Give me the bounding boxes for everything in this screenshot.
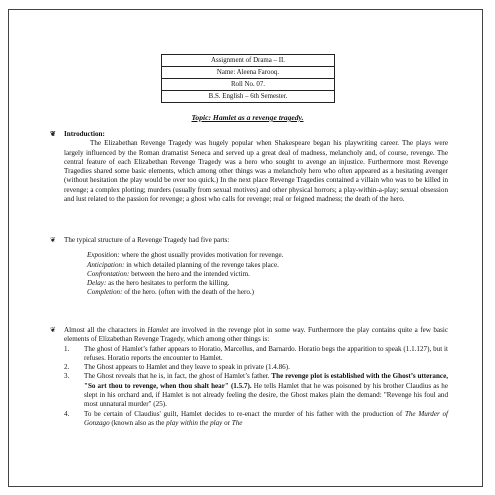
list-item: Completion: of the hero. (often with the death of the hero.): [87, 288, 255, 297]
hamlet-section: [50, 326, 448, 428]
intro-section: [50, 130, 448, 204]
list-item: Delay: as the hero hesitates to perform the killing.: [87, 279, 230, 288]
header-program: B.S. English – 6th Semester.: [162, 91, 335, 103]
structure-section: [50, 236, 448, 298]
header-assignment: Assignment of Drama – II.: [162, 55, 335, 67]
list-item: Anticipation: in which detailed planning of the revenge takes place.: [87, 260, 279, 269]
header-table: [161, 54, 335, 103]
intro-text: The Elizabethan Revenge Tragedy was hugely popular when Shakespeare began his playwriting career. The plays were largely influenced by the Roman dramatist Seneca and served up a great deal of madness, melancholy and, of course, revenge. The central feature of each Elizabethan Revenge Tragedy was a hero who sought to avenge an injustice. Furthermore most Revenge Tragedies shared some basic elements, which among other things was a melancholy hero who often appeared as a hesitating avenger (without hesitation the play would be over too quick.) In the next place Revenge Tragedies contained a villain who was to be killed in revenge; a complex plotting; murders (usually from sexual motives) and other physical horrors; a play-within-a-play; sexual obsession and lust related to the passion for revenge; a ghost who calls for revenge; real or feigned madness; the death of the hero.: [64, 139, 448, 204]
header-name: Name: Aleena Farooq.: [162, 67, 335, 79]
list-item: 2. The Ghost appears to Hamlet and they leave to speak in private (1.4.86).: [64, 363, 290, 372]
list-item: Exposition: where the ghost usually provides motivation for revenge.: [87, 251, 284, 260]
bullet-icon: ❦: [50, 326, 56, 334]
element-list: [64, 345, 448, 429]
intro-heading: ❦ Introduction:: [50, 130, 105, 138]
structure-lead: ❦ The typical structure of a Revenge Tragedy had five parts:: [50, 236, 230, 244]
list-item: 3. The Ghost reveals that he is, in fact, the ghost of Hamlet’s father. The revenge plot is established with the Ghost’s utterance, "So art thou to revenge, when thou shalt hear" (1.5.7). He tells Hamlet that he was poisoned by his brother Claudius as he slept in his orchard and, if Hamlet is not already feeling the desire, the Ghost makes plain the demand: "Revenge his foul and most unnatural murder" (25).: [64, 372, 448, 409]
list-item: 1. The ghost of Hamlet’s father appears to Horatio, Marcellus, and Barnardo. Horatio begs the apparition to speak (1.1.127), but it refuses. Horatio reports the encounter to Hamlet.: [64, 344, 448, 362]
bullet-icon: ❦: [50, 236, 56, 244]
list-item: 4. To be certain of Claudius' guilt, Hamlet decides to re-enact the murder of his father with the production of The Murder of Gonzago (known also as the play within the play or The: [64, 409, 448, 427]
hamlet-lead: ❦ Almost all the characters in Hamlet are involved in the revenge plot in some way. Furthermore the play contains quite a few basic elements of Elizabethan Revenge Tragedy, which among other things is:: [50, 326, 448, 344]
stage-list: [64, 251, 448, 297]
list-item: Confrontation: between the hero and the intended victim.: [87, 269, 250, 278]
header-roll: Roll No. 07.: [162, 79, 335, 91]
topic-title: Topic: Hamlet as a revenge tragedy.: [191, 113, 304, 122]
bullet-icon: ❦: [50, 130, 56, 138]
